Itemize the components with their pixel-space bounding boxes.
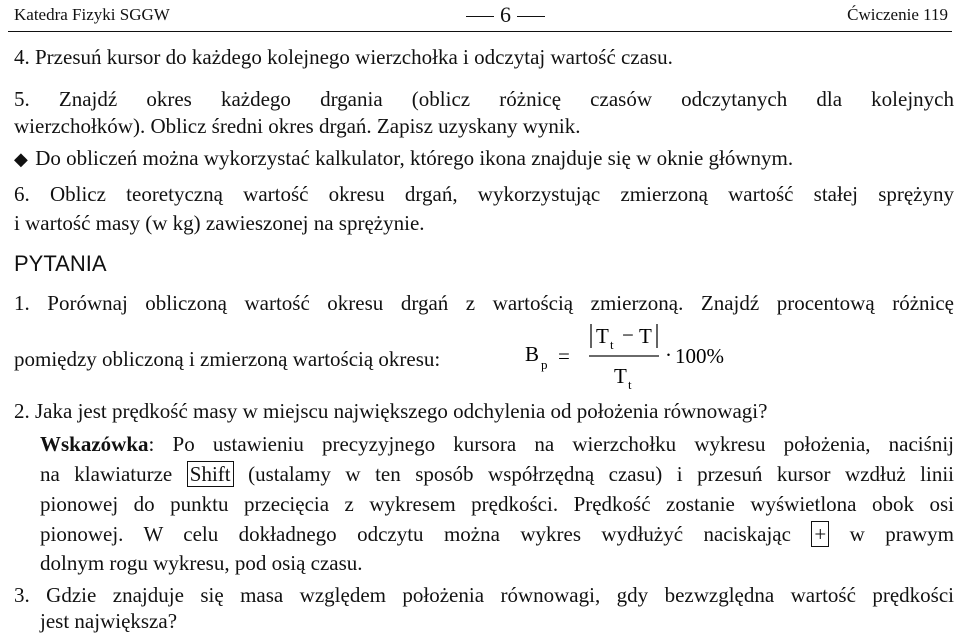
- header-department: Katedra Fizyki SGGW: [14, 5, 170, 24]
- question-3-line-1: 3. Gdzie znajduje się masa względem położenia równowagi, gdy bezwzględna wartość prędkości: [14, 583, 954, 607]
- formula-lhs-sub: p: [541, 357, 548, 372]
- formula-minus: −: [622, 323, 634, 347]
- formula-num-a: T: [596, 324, 609, 348]
- item-5-line-2: wierzchołków). Oblicz średni okres drgań. Zapisz uzyskany wynik.: [14, 114, 581, 138]
- formula-num-a-sub: t: [610, 337, 614, 352]
- hint-line-2-pre: na klawiaturze: [40, 462, 173, 486]
- hint-line-2-post: (ustalamy w ten sposób współrzędną czasu) i przesuń kursor wzdłuż linii: [248, 462, 955, 486]
- page-number: 6: [460, 2, 551, 28]
- header-exercise: Ćwiczenie 119: [847, 5, 948, 24]
- plus-key: +: [811, 521, 829, 547]
- formula-den: T: [614, 364, 627, 388]
- question-2: 2. Jaka jest prędkość masy w miejscu największego odchylenia od położenia równowagi?: [14, 399, 768, 423]
- header-divider: [8, 31, 952, 32]
- questions-heading: PYTANIA: [14, 251, 107, 276]
- formula-den-sub: t: [628, 377, 632, 392]
- formula-lhs: B: [525, 342, 540, 366]
- question-3-line-2: jest największa?: [40, 609, 178, 633]
- hint-line-4-post: w prawym: [849, 522, 955, 546]
- tip-line: [14, 145, 793, 172]
- percent-difference-formula: [525, 322, 745, 402]
- formula-factor: 100%: [675, 344, 724, 368]
- hint-line-1-text: : Po ustawieniu precyzyjnego kursora na wierzchołku wykresu położenia, naciśnij: [148, 432, 954, 456]
- hint-line-4: [40, 521, 954, 547]
- hint-line-4-pre: pionowej. W celu dokładnego odczytu można wykres wydłużyć naciskając: [40, 522, 791, 546]
- question-1-line-2: pomiędzy obliczoną i zmierzoną wartością okresu:: [14, 347, 441, 371]
- hint-line-2: [40, 461, 954, 487]
- hint-line-5: dolnym rogu wykresu, pod osią czasu.: [40, 551, 363, 575]
- hint-line-3: pionowej do punktu przecięcia z wykresem prędkości. Prędkość zostanie wyświetlona obok osi: [40, 492, 954, 516]
- item-5-line-1: 5. Znajdź okres każdego drgania (oblicz różnicę czasów odczytanych dla kolejnych: [14, 87, 954, 111]
- hint-label: Wskazówka: [40, 432, 149, 456]
- formula-equals: =: [558, 344, 570, 368]
- formula-num-b: T: [639, 324, 652, 348]
- item-6-line-1: 6. Oblicz teoretyczną wartość okresu drgań, wykorzystując zmierzoną wartość stałej sprężyny: [14, 182, 954, 206]
- shift-key: Shift: [187, 461, 234, 487]
- tip-text: Do obliczeń można wykorzystać kalkulator, którego ikona znajduje się w oknie głównym.: [35, 146, 794, 170]
- diamond-bullet-icon: ◆: [14, 149, 28, 169]
- hint-line-1: [40, 431, 954, 457]
- formula-dot: ·: [665, 343, 672, 367]
- item-4: 4. Przesuń kursor do każdego kolejnego wierzchołka i odczytaj wartość czasu.: [14, 45, 673, 69]
- question-1-line-1: 1. Porównaj obliczoną wartość okresu drgań z wartością zmierzoną. Znajdź procentową różnicę: [14, 291, 954, 315]
- item-6-line-2: i wartość masy (w kg) zawieszonej na sprężynie.: [14, 211, 425, 235]
